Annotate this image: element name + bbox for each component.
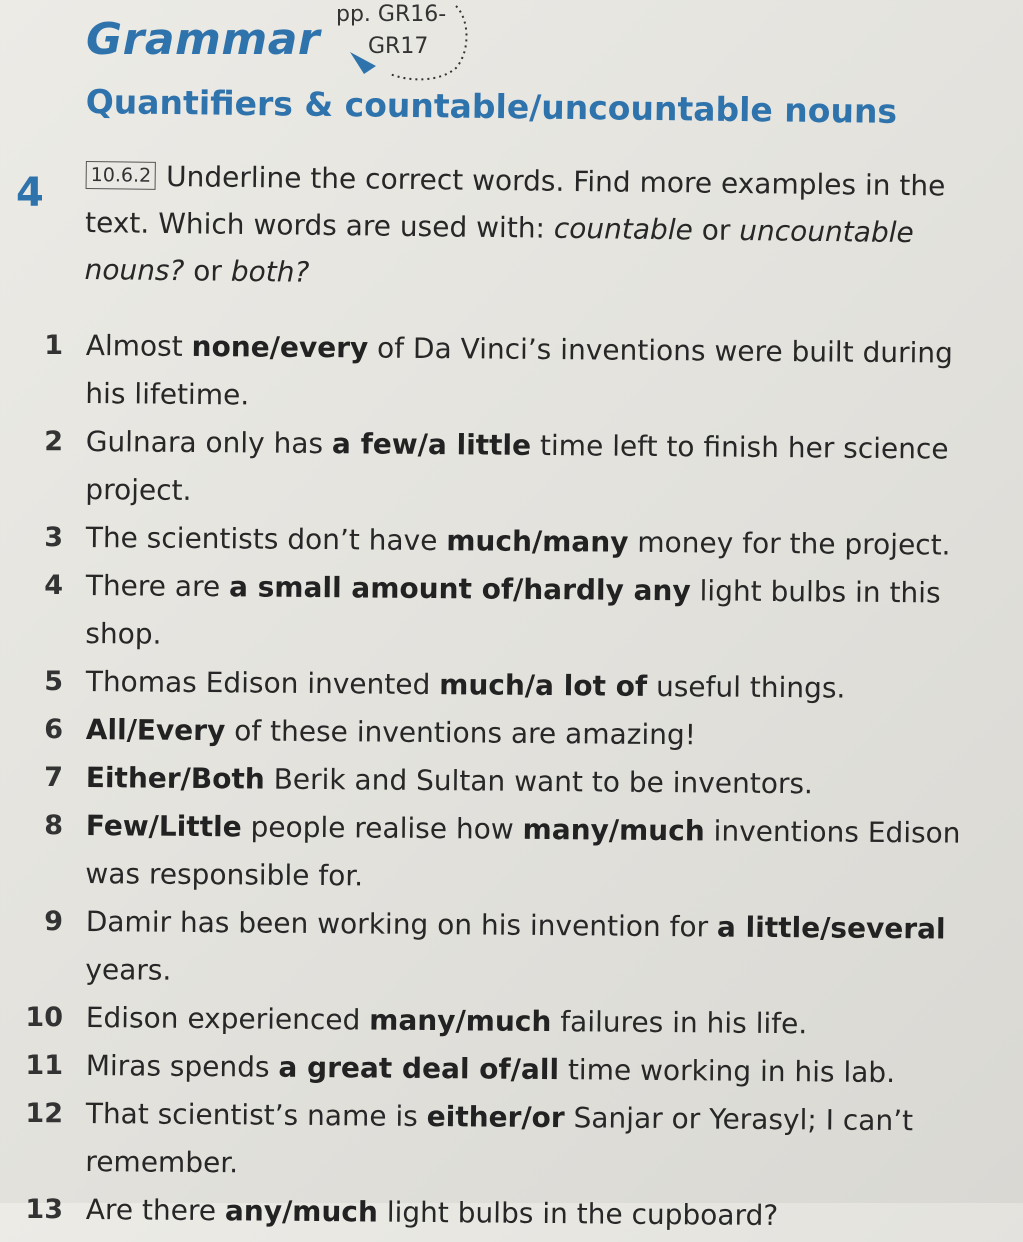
exercise-item [0, 898, 1023, 994]
item-sentence: Edison experienced many/much failures in his life. [86, 994, 981, 1050]
item-number: 10 [25, 994, 63, 1042]
item-number: 1 [44, 322, 63, 370]
curriculum-code-badge: 10.6.2 [86, 161, 157, 190]
word-choice[interactable]: All/Every [86, 713, 226, 747]
exercise-item [0, 658, 1023, 706]
lesson-subtitle: Quantifiers & countable/uncountable nouns [86, 82, 898, 131]
item-sentence: Miras spends a great deal of/all time working in his lab. [86, 1042, 981, 1098]
exercise-item [0, 706, 1023, 754]
exercise-item [0, 418, 1023, 514]
item-sentence: All/Every of these inventions are amazing! [86, 706, 981, 762]
item-sentence: Gulnara only has a few/a little time left to finish her science project. [85, 418, 981, 522]
word-choice[interactable]: any/much [225, 1194, 378, 1228]
word-choice[interactable]: none/every [191, 330, 368, 365]
word-choice[interactable]: Few/Little [86, 809, 242, 843]
word-choice[interactable]: many/much [522, 813, 704, 848]
word-choice[interactable]: many/much [369, 1003, 551, 1038]
item-sentence: That scientist’s name is either/or Sanjar or Yerasyl; I can’t remember. [85, 1090, 981, 1194]
page-ref-line1: pp. GR16- [336, 2, 446, 27]
item-number: 7 [44, 754, 63, 802]
exercise-number: 4 [16, 170, 44, 216]
word-choice[interactable]: a few/a little [332, 427, 531, 462]
item-number: 8 [44, 802, 63, 850]
instruction-text: Underline the correct words. Find more examples in the text. Which words are used with: [85, 160, 946, 245]
instruction-or: or [702, 214, 731, 247]
item-sentence: Damir has been working on his invention for a little/several years. [85, 898, 981, 1002]
item-number: 9 [44, 898, 63, 946]
instruction-countable: countable [554, 212, 693, 247]
word-choice[interactable]: much/a lot of [439, 668, 647, 703]
word-choice[interactable]: a great deal of/all [278, 1051, 559, 1086]
item-sentence: Almost none/every of Da Vinci’s inventions were built during his lifetime. [85, 322, 981, 426]
exercise-item [0, 1042, 1023, 1090]
page-reference-bubble [330, 2, 470, 76]
instruction-both: both? [231, 255, 310, 289]
item-number: 5 [44, 658, 63, 706]
item-number: 6 [44, 706, 63, 754]
word-choice[interactable]: a little/several [717, 911, 946, 946]
item-sentence: There are a small amount of/hardly any light bulbs in this shop. [85, 562, 981, 666]
exercise-instructions [84, 152, 966, 304]
item-sentence: Thomas Edison invented much/a lot of useful things. [86, 658, 981, 714]
exercise-items-list [0, 322, 1023, 1234]
item-number: 13 [25, 1186, 63, 1234]
word-choice[interactable]: much/many [446, 524, 628, 559]
exercise-item [0, 802, 1023, 898]
item-number: 12 [25, 1090, 63, 1138]
page-ref-line2: GR17 [368, 34, 428, 59]
item-number: 11 [25, 1042, 63, 1090]
word-choice[interactable]: Either/Both [86, 761, 265, 796]
exercise-item [0, 1186, 1023, 1234]
item-number: 4 [44, 562, 63, 610]
exercise-item [0, 1090, 1023, 1186]
word-choice[interactable]: a small amount of/hardly any [229, 570, 691, 607]
exercise-item [0, 514, 1023, 562]
exercise-item [0, 322, 1023, 418]
item-number: 2 [44, 418, 63, 466]
item-sentence: The scientists don’t have much/many money for the project. [86, 514, 981, 570]
word-choice[interactable]: either/or [427, 1100, 565, 1134]
item-sentence: Few/Little people realise how many/much inventions Edison was responsible for. [85, 802, 981, 906]
exercise-item [0, 562, 1023, 658]
item-sentence: Either/Both Berik and Sultan want to be inventors. [86, 754, 981, 810]
exercise-item [0, 994, 1023, 1042]
item-number: 3 [44, 514, 63, 562]
instruction-or-2: or [193, 254, 222, 287]
instruction-uncountable: uncountable nouns? [84, 214, 914, 287]
section-title: Grammar [86, 14, 320, 65]
item-sentence: Are there any/much light bulbs in the cupboard? [86, 1186, 981, 1242]
exercise-item [0, 754, 1023, 802]
